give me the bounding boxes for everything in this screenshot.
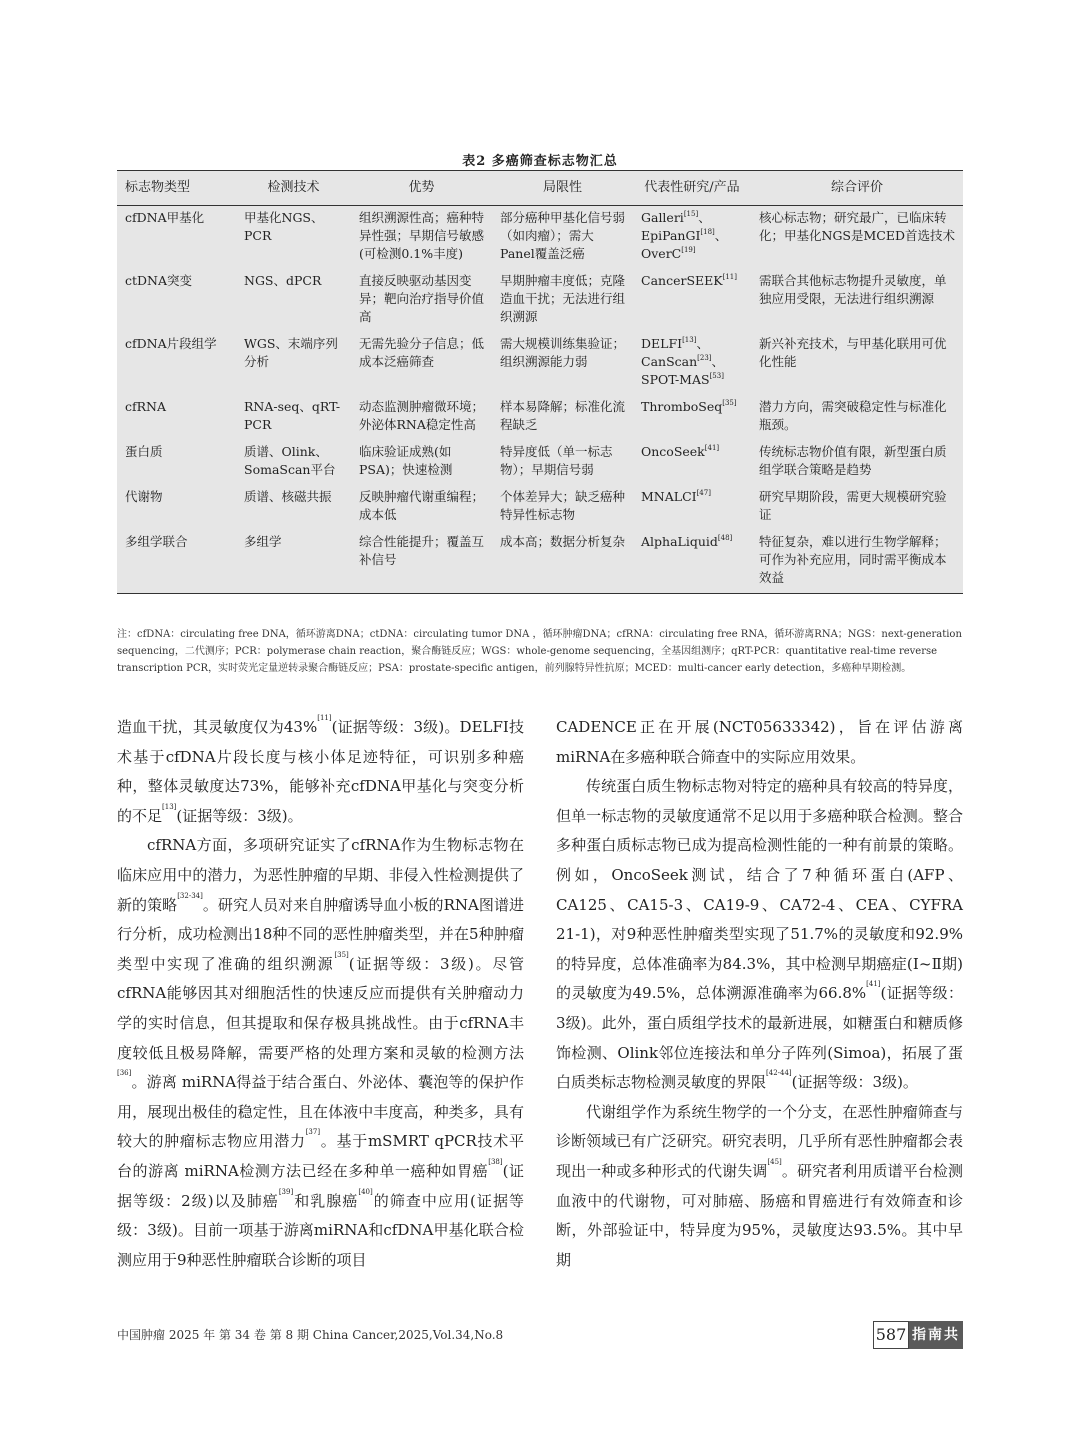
page-badge — [873, 1321, 963, 1371]
text-run: 、SPOT-MAS — [641, 354, 725, 387]
text-run: 。研究者利用质谱平台检测血液中的代谢物，可对肺癌、肠癌和胃癌进行有效筛查和诊断，外部验证中，特异度为95%，灵敏度达93.5%。其中早期 — [556, 1161, 963, 1269]
text-run: cfRNA方面，多项研究证实了cfRNA作为生物标志物在临床应用中的潜力，为恶性肿瘤的早期、非侵入性检测提供了新的策略 — [117, 836, 524, 914]
citation: [15] — [683, 210, 699, 218]
cell-lim: 特异度低（单一标志物）；早期信号弱 — [500, 444, 613, 477]
paragraph — [556, 1098, 963, 1276]
citation: [53] — [709, 372, 724, 380]
cell-adv: 临床验证成熟(如PSA)；快速检测 — [359, 444, 453, 477]
text-run: (证据等级：3级)。尽管cfRNA能够因其对细胞活性的快速反应而提供有关肿瘤动力学的实时信息，但其提取和保存极具挑战性。由于cfRNA丰度较低且极易降解，需要严格的处理方案和灵敏的检测方法 — [117, 954, 524, 1062]
cell-type: cfDNA甲基化 — [125, 210, 205, 225]
text-run: 和乳腺癌 — [293, 1191, 359, 1210]
cell-type: cfRNA — [125, 399, 167, 414]
cell-representative — [633, 395, 751, 440]
header-type: 标志物类型 — [117, 171, 236, 206]
table-row — [117, 332, 963, 395]
cell-tech: WGS、末端序列分析 — [244, 336, 338, 369]
paragraph — [556, 772, 963, 1098]
cell-representative — [633, 206, 751, 270]
citation: [36] — [117, 1069, 132, 1078]
text-run: 、OverC — [641, 228, 728, 261]
text-run: AlphaLiquid — [641, 534, 718, 549]
table-row — [117, 485, 963, 530]
text-run: CADENCE正在开展(NCT05633342)，旨在评估游离miRNA在多癌种联合筛查中的实际应用效果。 — [556, 718, 963, 766]
text-run: 、CanScan — [641, 336, 709, 369]
text-run: (证据等级：3级)。 — [791, 1073, 918, 1092]
cell-adv: 直接反映驱动基因变异；靶向治疗指导价值高 — [359, 273, 485, 324]
cell-tech: NGS、dPCR — [244, 273, 322, 288]
cell-representative — [633, 530, 751, 594]
header-evaluation: 综合评价 — [751, 171, 963, 206]
cell-adv: 组织溯源性高；癌种特异性强；早期信号敏感(可检测0.1%丰度) — [359, 210, 485, 261]
cell-tech: 质谱、Olink、SomaScan平台 — [244, 444, 336, 477]
cell-representative — [633, 485, 751, 530]
citation: [11] — [722, 273, 737, 281]
cell-representative — [633, 440, 751, 485]
citation: [18] — [700, 228, 715, 236]
page-number: 587 — [873, 1321, 909, 1349]
citation: [37] — [305, 1128, 321, 1137]
citation: [13] — [162, 802, 177, 811]
cell-adv: 无需先验分子信息；低成本泛癌筛查 — [359, 336, 485, 369]
text-run: 。基于mSMRT qPCR技术平台的游离 miRNA检测方法已经在多种单一癌种如胃癌 — [117, 1132, 524, 1180]
text-run: (证据等级：3级)。此外，蛋白质组学技术的最新进展，如糖蛋白和糖质修饰检测、Olink邻位连接法和单分子阵列(Simoa)，拓展了蛋白质类标志物检测灵敏度的界限 — [556, 984, 963, 1092]
header-limitation: 局限性 — [492, 171, 633, 206]
left-column — [117, 713, 524, 1275]
citation: [38] — [488, 1157, 503, 1166]
text-run: 传统蛋白质生物标志物对特定的癌种具有较高的特异度，但单一标志物的灵敏度通常不足以用于多癌种联合检测。整合多种蛋白质标志物已成为提高检测性能的一种有前景的策略。例如，OncoSeek测试，结合了7种循环蛋白(AFP、CA125、CA15-3、CA19-9、CA72-4、CEA、CYFRA 21-1)，对9种恶性肿瘤类型实现了51.7%的灵敏度和92.9%的特异度，总体准确率为84.3%，其中检测早期癌症(Ⅰ~Ⅱ期)的灵敏度为49.5%，总体溯源准确率为66.8% — [556, 777, 963, 1003]
cell-representative — [633, 332, 751, 395]
cell-tech: RNA-seq、qRT-PCR — [244, 399, 341, 432]
citation: [11] — [317, 714, 332, 722]
marker-table — [117, 170, 963, 594]
cell-lim: 个体差异大；缺乏癌种特异性标志物 — [500, 489, 626, 522]
paragraph — [117, 831, 524, 1275]
paragraph — [117, 713, 524, 831]
cell-evaluation: 潜力方向，需突破稳定性与标准化瓶颈。 — [759, 399, 947, 432]
text-run: 。游离 miRNA得益于结合蛋白、外泌体、囊泡等的保护作用，展现出极佳的稳定性，且在体液中丰度高，种类多，具有较大的肿瘤标志物应用潜力 — [117, 1073, 524, 1151]
cell-adv: 动态监测肿瘤微环境；外泌体RNA稳定性高 — [359, 399, 485, 432]
citation: [39] — [278, 1187, 294, 1196]
table-row — [117, 530, 963, 594]
paragraph — [556, 713, 963, 772]
cell-representative — [633, 269, 751, 332]
text-run: (证据等级：2级)以及肺癌 — [117, 1161, 524, 1210]
citation: [45] — [767, 1157, 782, 1166]
text-run: (证据等级：3级)。DELFI技术基于cfDNA片段长度与核小体足迹特征，可识别多种癌种，整体灵敏度达73%，能够补充cfDNA甲基化与突变分析的不足 — [117, 718, 524, 825]
table-row — [117, 440, 963, 485]
text-run: 。研究人员对来自肿瘤诱导血小板的RNA图谱进行分析，成功检测出18种不同的恶性肿瘤类型，并在5种肿瘤类型中实现了准确的组织溯源 — [117, 895, 524, 973]
text-run: OncoSeek — [641, 444, 705, 459]
cell-type: 代谢物 — [125, 489, 163, 504]
table-row — [117, 206, 963, 270]
text-run: DELFI — [641, 336, 683, 351]
citation: [35] — [334, 950, 349, 959]
citation: [32-34] — [177, 891, 203, 900]
cell-lim: 需大规模训练集验证；组织溯源能力弱 — [500, 336, 626, 369]
citation: [41] — [704, 444, 720, 452]
table-row — [117, 269, 963, 332]
cell-type: 蛋白质 — [125, 444, 163, 459]
cell-lim: 早期肿瘤丰度低；克隆造血干扰；无法进行组织溯源 — [500, 273, 626, 324]
text-run: (证据等级：3级)。 — [176, 806, 303, 825]
table-row — [117, 395, 963, 440]
cell-evaluation: 研究早期阶段，需更大规模研究验证 — [759, 489, 947, 522]
header-advantage: 优势 — [351, 171, 492, 206]
text-run: ThromboSeq — [641, 399, 723, 414]
cell-tech: 甲基化NGS、PCR — [244, 210, 324, 243]
text-run: CancerSEEK — [641, 273, 723, 288]
header-representative: 代表性研究/产品 — [633, 171, 751, 206]
citation: [13] — [682, 336, 697, 344]
citation: [19] — [681, 246, 696, 254]
cell-evaluation: 需联合其他标志物提升灵敏度，单独应用受限，无法进行组织溯源 — [759, 273, 947, 306]
citation: [40] — [358, 1187, 373, 1196]
cell-tech: 质谱、核磁共振 — [244, 489, 332, 504]
right-column — [556, 713, 963, 1275]
table-note: 注：cfDNA：circulating free DNA，循环游离DNA；ctDNA：circulating tumor DNA ，循环肿瘤DNA；cfRNA：circulating free RNA，循环游离RNA；NGS：next-generation sequencing，二代测序；PCR：polymerase chain reaction，聚合酶链反应；WGS：whole-genome sequencing，全基因组测序；qRT-PCR：quantitative real-time reverse transcription PCR，实时荧光定量逆转录聚合酶链反应；PSA：prostate-specific antigen，前列腺特异性抗原；MCED：multi-cancer early detection，多癌种早期检测。 — [117, 629, 962, 674]
citation: [41] — [866, 980, 881, 989]
cell-evaluation: 传统标志物价值有限，新型蛋白质组学联合策略是趋势 — [759, 444, 947, 477]
journal-footer: 中国肿瘤 2025 年 第 34 卷 第 8 期 China Cancer,2025,Vol.34,No.8 — [117, 1328, 504, 1342]
cell-evaluation: 核心标志物；研究最广，已临床转化；甲基化NGS是MCED首选技术 — [759, 210, 955, 243]
cell-adv: 综合性能提升；覆盖互补信号 — [351, 530, 492, 594]
cell-type: 多组学联合 — [117, 530, 236, 594]
citation: [48] — [717, 534, 733, 542]
text-run: Galleri — [641, 210, 684, 225]
cell-type: cfDNA片段组学 — [125, 336, 217, 351]
cell-lim: 成本高；数据分析复杂 — [492, 530, 633, 594]
cell-adv: 反映肿瘤代谢重编程；成本低 — [359, 489, 485, 522]
text-run: 造血干扰，其灵敏度仅为43% — [117, 718, 318, 736]
table-header-row — [117, 171, 963, 206]
text-run: 、EpiPanGI — [641, 210, 711, 243]
cell-lim: 部分癌种甲基化信号弱（如肉瘤）；需大Panel覆盖泛癌 — [500, 210, 626, 261]
cell-type: ctDNA突变 — [125, 273, 193, 288]
citation: [23] — [697, 354, 712, 362]
section-label: 指南共识 — [909, 1321, 963, 1349]
text-run: 的筛查中应用(证据等级：3级)。目前一项基于游离miRNA和cfDNA甲基化联合检测应用于9种恶性肿瘤联合诊断的项目 — [117, 1191, 524, 1269]
cell-evaluation: 新兴补充技术，与甲基化联用可优化性能 — [759, 336, 947, 369]
text-run: MNALCI — [641, 489, 697, 504]
citation: [47] — [696, 489, 711, 497]
cell-evaluation: 特征复杂，难以进行生物学解释；可作为补充应用，同时需平衡成本效益 — [751, 530, 963, 594]
citation: [42-44] — [766, 1069, 792, 1078]
citation: [35] — [722, 399, 737, 407]
header-tech: 检测技术 — [236, 171, 351, 206]
text-run: 代谢组学作为系统生物学的一个分支，在恶性肿瘤筛查与诊断领域已有广泛研究。研究表明，几乎所有恶性肿瘤都会表现出一种或多种形式的代谢失调 — [556, 1102, 963, 1180]
table-caption: 表2 多癌筛查标志物汇总 — [462, 154, 618, 169]
cell-tech: 多组学 — [236, 530, 351, 594]
cell-lim: 样本易降解；标准化流程缺乏 — [500, 399, 626, 432]
